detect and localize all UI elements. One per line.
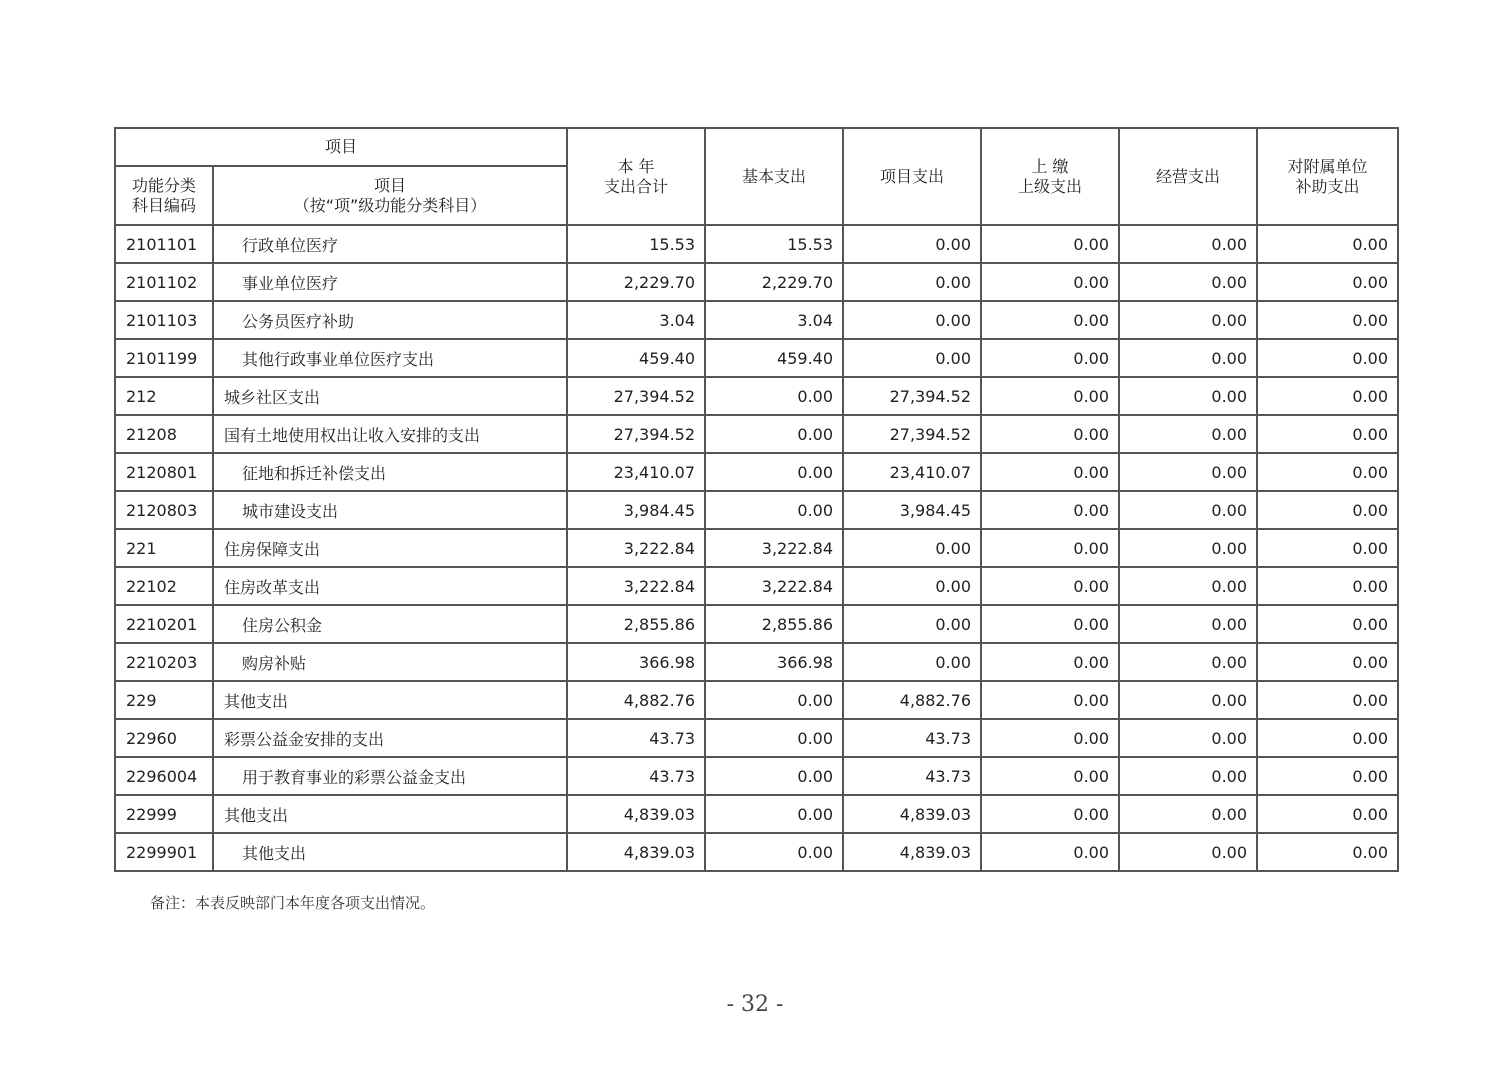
cell-subsidy: 0.00 — [1257, 719, 1398, 757]
cell-basic: 0.00 — [705, 681, 843, 719]
cell-subsidy: 0.00 — [1257, 263, 1398, 301]
cell-operating: 0.00 — [1119, 453, 1257, 491]
cell-code: 2101101 — [115, 225, 213, 263]
cell-basic: 0.00 — [705, 453, 843, 491]
table-body — [115, 225, 1398, 871]
cell-total: 27,394.52 — [567, 415, 705, 453]
table-row — [115, 339, 1398, 377]
cell-project: 43.73 — [843, 757, 981, 795]
cell-total: 43.73 — [567, 757, 705, 795]
cell-name: 住房公积金 — [213, 605, 567, 643]
cell-total: 3,984.45 — [567, 491, 705, 529]
cell-total: 15.53 — [567, 225, 705, 263]
cell-subsidy: 0.00 — [1257, 833, 1398, 871]
cell-remit: 0.00 — [981, 795, 1119, 833]
cell-name: 其他行政事业单位医疗支出 — [213, 339, 567, 377]
cell-operating: 0.00 — [1119, 605, 1257, 643]
cell-subsidy: 0.00 — [1257, 225, 1398, 263]
cell-name: 其他支出 — [213, 833, 567, 871]
header-code — [115, 166, 213, 225]
table-row — [115, 643, 1398, 681]
cell-name: 其他支出 — [213, 795, 567, 833]
table-row — [115, 795, 1398, 833]
cell-project: 4,839.03 — [843, 795, 981, 833]
cell-operating: 0.00 — [1119, 643, 1257, 681]
header-name-line2: （按“项”级功能分类科目） — [293, 195, 487, 215]
cell-operating: 0.00 — [1119, 719, 1257, 757]
cell-total: 3,222.84 — [567, 567, 705, 605]
cell-operating: 0.00 — [1119, 833, 1257, 871]
cell-total: 3.04 — [567, 301, 705, 339]
cell-basic: 0.00 — [705, 415, 843, 453]
header-operating: 经营支出 — [1119, 128, 1257, 225]
cell-code: 22102 — [115, 567, 213, 605]
table-row — [115, 719, 1398, 757]
table-row — [115, 757, 1398, 795]
cell-remit: 0.00 — [981, 833, 1119, 871]
cell-code: 22960 — [115, 719, 213, 757]
cell-subsidy: 0.00 — [1257, 491, 1398, 529]
cell-code: 2120801 — [115, 453, 213, 491]
cell-total: 2,855.86 — [567, 605, 705, 643]
cell-remit: 0.00 — [981, 719, 1119, 757]
table-header — [115, 128, 1398, 225]
table-note: 备注：本表反映部门本年度各项支出情况。 — [150, 894, 436, 912]
cell-remit: 0.00 — [981, 263, 1119, 301]
table-row — [115, 567, 1398, 605]
table-row — [115, 415, 1398, 453]
cell-operating: 0.00 — [1119, 301, 1257, 339]
cell-basic: 0.00 — [705, 377, 843, 415]
cell-name: 城乡社区支出 — [213, 377, 567, 415]
cell-project: 43.73 — [843, 719, 981, 757]
cell-code: 221 — [115, 529, 213, 567]
cell-basic: 15.53 — [705, 225, 843, 263]
cell-code: 2210203 — [115, 643, 213, 681]
cell-remit: 0.00 — [981, 681, 1119, 719]
cell-remit: 0.00 — [981, 491, 1119, 529]
cell-name: 其他支出 — [213, 681, 567, 719]
cell-project: 0.00 — [843, 301, 981, 339]
cell-remit: 0.00 — [981, 605, 1119, 643]
cell-total: 27,394.52 — [567, 377, 705, 415]
table-row — [115, 605, 1398, 643]
cell-total: 3,222.84 — [567, 529, 705, 567]
cell-subsidy: 0.00 — [1257, 681, 1398, 719]
cell-remit: 0.00 — [981, 567, 1119, 605]
header-code-line1: 功能分类 — [131, 175, 196, 195]
cell-code: 2101103 — [115, 301, 213, 339]
table-row — [115, 301, 1398, 339]
cell-subsidy: 0.00 — [1257, 567, 1398, 605]
header-total — [567, 128, 705, 225]
table-row — [115, 377, 1398, 415]
cell-operating: 0.00 — [1119, 415, 1257, 453]
cell-project: 27,394.52 — [843, 377, 981, 415]
cell-project: 23,410.07 — [843, 453, 981, 491]
cell-total: 2,229.70 — [567, 263, 705, 301]
cell-operating: 0.00 — [1119, 529, 1257, 567]
table-row — [115, 529, 1398, 567]
cell-name: 公务员医疗补助 — [213, 301, 567, 339]
cell-code: 2210201 — [115, 605, 213, 643]
header-remit-line2: 上级支出 — [1018, 176, 1083, 196]
cell-name: 彩票公益金安排的支出 — [213, 719, 567, 757]
page-number: - 32 - — [726, 992, 784, 1017]
cell-subsidy: 0.00 — [1257, 529, 1398, 567]
cell-basic: 3,222.84 — [705, 529, 843, 567]
cell-basic: 2,229.70 — [705, 263, 843, 301]
cell-remit: 0.00 — [981, 225, 1119, 263]
cell-project: 27,394.52 — [843, 415, 981, 453]
cell-name: 购房补贴 — [213, 643, 567, 681]
cell-basic: 0.00 — [705, 833, 843, 871]
cell-remit: 0.00 — [981, 339, 1119, 377]
table-row — [115, 263, 1398, 301]
cell-operating: 0.00 — [1119, 757, 1257, 795]
cell-code: 2299901 — [115, 833, 213, 871]
cell-subsidy: 0.00 — [1257, 453, 1398, 491]
cell-total: 459.40 — [567, 339, 705, 377]
cell-code: 2101102 — [115, 263, 213, 301]
cell-operating: 0.00 — [1119, 263, 1257, 301]
table-row — [115, 681, 1398, 719]
cell-project: 4,882.76 — [843, 681, 981, 719]
cell-basic: 2,855.86 — [705, 605, 843, 643]
header-subsidy-line1: 对附属单位 — [1287, 156, 1368, 176]
cell-basic: 0.00 — [705, 719, 843, 757]
cell-code: 22999 — [115, 795, 213, 833]
cell-basic: 0.00 — [705, 491, 843, 529]
cell-project: 3,984.45 — [843, 491, 981, 529]
cell-name: 征地和拆迁补偿支出 — [213, 453, 567, 491]
cell-operating: 0.00 — [1119, 795, 1257, 833]
header-subsidy-line2: 补助支出 — [1295, 176, 1360, 196]
cell-name: 住房改革支出 — [213, 567, 567, 605]
cell-code: 229 — [115, 681, 213, 719]
cell-operating: 0.00 — [1119, 567, 1257, 605]
cell-name: 事业单位医疗 — [213, 263, 567, 301]
table-row — [115, 491, 1398, 529]
cell-total: 4,839.03 — [567, 795, 705, 833]
cell-total: 4,882.76 — [567, 681, 705, 719]
cell-basic: 459.40 — [705, 339, 843, 377]
table-row — [115, 225, 1398, 263]
cell-remit: 0.00 — [981, 529, 1119, 567]
cell-total: 366.98 — [567, 643, 705, 681]
cell-subsidy: 0.00 — [1257, 415, 1398, 453]
cell-basic: 0.00 — [705, 757, 843, 795]
cell-project: 0.00 — [843, 643, 981, 681]
cell-basic: 0.00 — [705, 795, 843, 833]
cell-subsidy: 0.00 — [1257, 757, 1398, 795]
cell-subsidy: 0.00 — [1257, 643, 1398, 681]
cell-subsidy: 0.00 — [1257, 605, 1398, 643]
cell-code: 2120803 — [115, 491, 213, 529]
cell-total: 43.73 — [567, 719, 705, 757]
cell-remit: 0.00 — [981, 301, 1119, 339]
cell-name: 城市建设支出 — [213, 491, 567, 529]
cell-subsidy: 0.00 — [1257, 377, 1398, 415]
cell-code: 2101199 — [115, 339, 213, 377]
header-subsidy — [1257, 128, 1398, 225]
cell-operating: 0.00 — [1119, 681, 1257, 719]
header-code-line2: 科目编码 — [131, 195, 196, 215]
cell-operating: 0.00 — [1119, 377, 1257, 415]
header-total-line2: 支出合计 — [604, 176, 669, 196]
cell-operating: 0.00 — [1119, 225, 1257, 263]
cell-remit: 0.00 — [981, 643, 1119, 681]
cell-project: 4,839.03 — [843, 833, 981, 871]
header-name — [213, 166, 567, 225]
cell-project: 0.00 — [843, 225, 981, 263]
cell-name: 住房保障支出 — [213, 529, 567, 567]
cell-basic: 3,222.84 — [705, 567, 843, 605]
cell-project: 0.00 — [843, 263, 981, 301]
cell-code: 2296004 — [115, 757, 213, 795]
cell-code: 21208 — [115, 415, 213, 453]
cell-subsidy: 0.00 — [1257, 301, 1398, 339]
cell-code: 212 — [115, 377, 213, 415]
header-name-line1: 项目 — [374, 175, 407, 195]
cell-subsidy: 0.00 — [1257, 339, 1398, 377]
cell-basic: 366.98 — [705, 643, 843, 681]
cell-operating: 0.00 — [1119, 491, 1257, 529]
cell-project: 0.00 — [843, 567, 981, 605]
header-total-line1: 本 年 — [617, 156, 655, 176]
cell-name: 国有土地使用权出让收入安排的支出 — [213, 415, 567, 453]
cell-total: 4,839.03 — [567, 833, 705, 871]
cell-name: 用于教育事业的彩票公益金支出 — [213, 757, 567, 795]
table-row — [115, 453, 1398, 491]
cell-remit: 0.00 — [981, 757, 1119, 795]
header-remit — [981, 128, 1119, 225]
cell-name: 行政单位医疗 — [213, 225, 567, 263]
cell-remit: 0.00 — [981, 415, 1119, 453]
header-project: 项目支出 — [843, 128, 981, 225]
cell-operating: 0.00 — [1119, 339, 1257, 377]
cell-total: 23,410.07 — [567, 453, 705, 491]
cell-subsidy: 0.00 — [1257, 795, 1398, 833]
cell-basic: 3.04 — [705, 301, 843, 339]
header-basic: 基本支出 — [705, 128, 843, 225]
header-remit-line1: 上 缴 — [1031, 156, 1069, 176]
cell-remit: 0.00 — [981, 377, 1119, 415]
table-row — [115, 833, 1398, 871]
cell-project: 0.00 — [843, 339, 981, 377]
cell-project: 0.00 — [843, 605, 981, 643]
cell-remit: 0.00 — [981, 453, 1119, 491]
expenditure-table — [114, 127, 1399, 872]
header-project-group: 项目 — [115, 128, 567, 166]
cell-project: 0.00 — [843, 529, 981, 567]
